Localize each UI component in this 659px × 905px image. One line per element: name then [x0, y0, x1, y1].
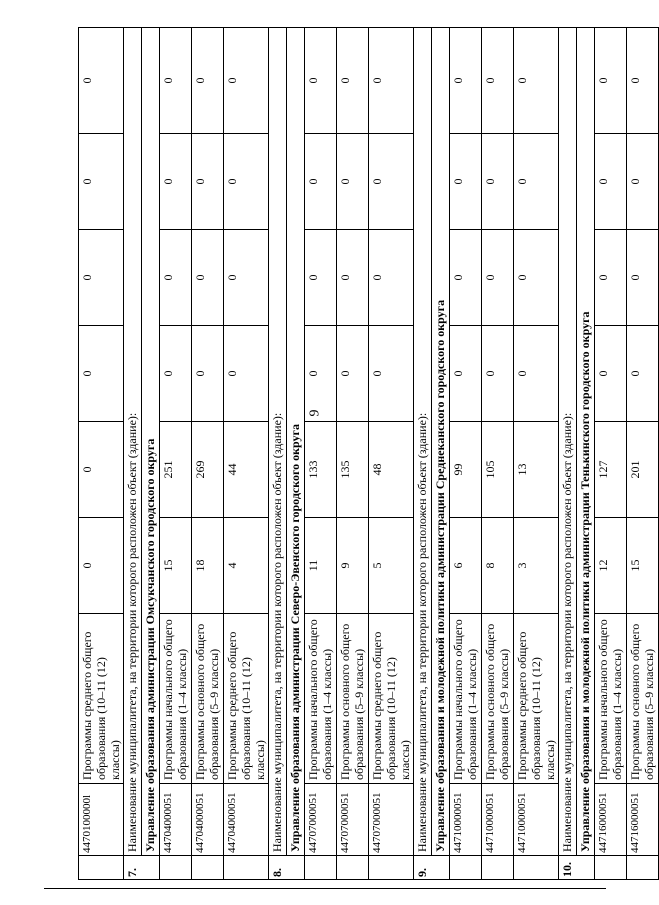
value-cell: 0 [482, 326, 514, 422]
value-cell: 0 [79, 28, 124, 134]
value-cell: 0 [627, 134, 659, 230]
section-header-row [269, 28, 287, 880]
value-cell: 0 [337, 326, 369, 422]
authority-row [432, 28, 450, 880]
value-cell: 0 [482, 28, 514, 134]
table-row [369, 28, 414, 880]
program-cell: Программы основного общего образования (5–9 классы) [627, 614, 659, 784]
section-number: 9. [414, 856, 450, 880]
value-cell: 105 [482, 422, 514, 518]
row-number [369, 856, 414, 880]
value-cell: 0 [79, 422, 124, 518]
authority-title: Управление образования и молодежной политики администрации Тенькинского городского округа [577, 28, 595, 856]
program-cell: Программы среднего общего образования (10–11 (12) классы) [514, 614, 559, 784]
authority-title: Управление образования и молодежной политики администрации Среднеканского городского округа [432, 28, 450, 856]
value-cell: 0 [595, 230, 627, 326]
value-cell: 0 [160, 134, 192, 230]
table-row [595, 28, 627, 880]
value-cell: 0 [192, 230, 224, 326]
value-cell: 0 [450, 230, 482, 326]
value-cell: 0 [224, 134, 269, 230]
section-header: Наименование муниципалитета, на территории которого расположен объект (здание): [414, 28, 432, 856]
value-cell: 12 [595, 518, 627, 614]
value-cell: 0 [79, 230, 124, 326]
value-cell: 127 [595, 422, 627, 518]
value-cell: 0 [337, 28, 369, 134]
section-header-row [124, 28, 142, 880]
value-cell: 0 [160, 230, 192, 326]
program-cell: Программы среднего общего образования (10–11 (12) классы) [369, 614, 414, 784]
row-number [595, 856, 627, 880]
program-cell: Программы начального общего образования (1–4 классы) [305, 614, 337, 784]
program-cell: Программы начального общего образования (1–4 классы) [595, 614, 627, 784]
value-cell: 0 [305, 28, 337, 134]
value-cell: 0 [160, 326, 192, 422]
code-cell: 44704000051 [224, 784, 269, 856]
authority-row [142, 28, 160, 880]
value-cell: 0 [369, 326, 414, 422]
value-cell: 0 [337, 134, 369, 230]
value-cell: 44 [224, 422, 269, 518]
row-number [337, 856, 369, 880]
value-cell: 5 [369, 518, 414, 614]
row-number [160, 856, 192, 880]
value-cell: 0 [192, 326, 224, 422]
row-number [627, 856, 659, 880]
section-number: 7. [124, 856, 160, 880]
value-cell: 0 [305, 326, 337, 422]
value-cell: 0 [450, 28, 482, 134]
value-cell: 0 [450, 134, 482, 230]
data-table [78, 27, 659, 880]
value-cell: 15 [627, 518, 659, 614]
value-cell: 8 [482, 518, 514, 614]
value-cell: 0 [79, 134, 124, 230]
code-cell: 44704000051 [192, 784, 224, 856]
value-cell: 201 [627, 422, 659, 518]
value-cell: 0 [369, 28, 414, 134]
table-row [224, 28, 269, 880]
value-cell: 6 [450, 518, 482, 614]
code-cell: 44707000051 [369, 784, 414, 856]
table-row [79, 28, 124, 880]
row-number [482, 856, 514, 880]
value-cell: 13 [514, 422, 559, 518]
value-cell: 0 [192, 134, 224, 230]
value-cell: 9 [337, 518, 369, 614]
value-cell: 0 [79, 326, 124, 422]
table-row [192, 28, 224, 880]
table-row [450, 28, 482, 880]
rotated-table-container [78, 28, 656, 880]
value-cell: 4 [224, 518, 269, 614]
value-cell: 0 [305, 134, 337, 230]
section-header: Наименование муниципалитета, на территории которого расположен объект (здание): [269, 28, 287, 856]
code-cell: 44716000051 [595, 784, 627, 856]
authority-title: Управление образования администрации Северо-Эвенского городского округа [287, 28, 305, 856]
value-cell: 0 [450, 326, 482, 422]
row-number [514, 856, 559, 880]
authority-title: Управление образования администрации Омсукчанского городского округа [142, 28, 160, 856]
value-cell: 0 [224, 28, 269, 134]
program-cell: Программы основного общего образования (5–9 классы) [337, 614, 369, 784]
section-header-row [414, 28, 432, 880]
value-cell: 251 [160, 422, 192, 518]
value-cell: 0 [595, 326, 627, 422]
program-cell: Программы среднего общего образования (10–11 (12) классы) [224, 614, 269, 784]
code-cell: 44716000051 [627, 784, 659, 856]
table-row [160, 28, 192, 880]
value-cell: 0 [224, 326, 269, 422]
authority-row [287, 28, 305, 880]
code-cell: 44707000051 [337, 784, 369, 856]
program-cell: Программы начального общего образования (1–4 классы) [450, 614, 482, 784]
row-number [79, 856, 124, 880]
value-cell: 0 [192, 28, 224, 134]
value-cell: 135 [337, 422, 369, 518]
value-cell: 48 [369, 422, 414, 518]
value-cell: 0 [369, 134, 414, 230]
value-cell: 0 [305, 230, 337, 326]
value-cell: 0 [369, 230, 414, 326]
value-cell: 0 [595, 28, 627, 134]
section-number: 10. [559, 856, 595, 880]
value-cell: 0 [337, 230, 369, 326]
table-row [337, 28, 369, 880]
value-cell: 0 [514, 134, 559, 230]
value-cell: 0 [627, 326, 659, 422]
code-cell: 44707000051 [305, 784, 337, 856]
value-cell: 3 [514, 518, 559, 614]
code-cell: 44710000051 [450, 784, 482, 856]
section-header-row [559, 28, 577, 880]
program-cell: Программы основного общего образования (5–9 классы) [192, 614, 224, 784]
value-cell: 0 [514, 230, 559, 326]
table-row [514, 28, 559, 880]
row-number [305, 856, 337, 880]
value-cell: 0 [627, 28, 659, 134]
value-cell: 0 [627, 230, 659, 326]
section-number: 8. [269, 856, 305, 880]
value-cell: 0 [514, 326, 559, 422]
row-number [224, 856, 269, 880]
value-cell: 0 [79, 518, 124, 614]
authority-row [577, 28, 595, 880]
section-header: Наименование муниципалитета, на территории которого расположен объект (здание): [124, 28, 142, 856]
value-cell: 0 [482, 134, 514, 230]
row-number [450, 856, 482, 880]
value-cell: 99 [450, 422, 482, 518]
code-cell: 44710000051 [482, 784, 514, 856]
row-number [192, 856, 224, 880]
value-cell: 11 [305, 518, 337, 614]
program-cell: Программы среднего общего образования (10–11 (12) классы) [79, 614, 124, 784]
table-row [627, 28, 659, 880]
table-row [482, 28, 514, 880]
table-row [305, 28, 337, 880]
value-cell: 0 [160, 28, 192, 134]
value-cell: 0 [595, 134, 627, 230]
value-cell: 15 [160, 518, 192, 614]
value-cell: 0 [224, 230, 269, 326]
code-cell: 44710000051 [514, 784, 559, 856]
page-number: 9 [307, 409, 323, 417]
program-cell: Программы основного общего образования (5–9 классы) [482, 614, 514, 784]
code-cell: 44704000051 [160, 784, 192, 856]
code-cell: 4470100000l [79, 784, 124, 856]
value-cell: 133 [305, 422, 337, 518]
value-cell: 0 [482, 230, 514, 326]
page-edge-rule [44, 888, 606, 889]
value-cell: 18 [192, 518, 224, 614]
value-cell: 0 [514, 28, 559, 134]
value-cell: 269 [192, 422, 224, 518]
section-header: Наименование муниципалитета, на территории которого расположен объект (здание): [559, 28, 577, 856]
program-cell: Программы начального общего образования (1–4 классы) [160, 614, 192, 784]
